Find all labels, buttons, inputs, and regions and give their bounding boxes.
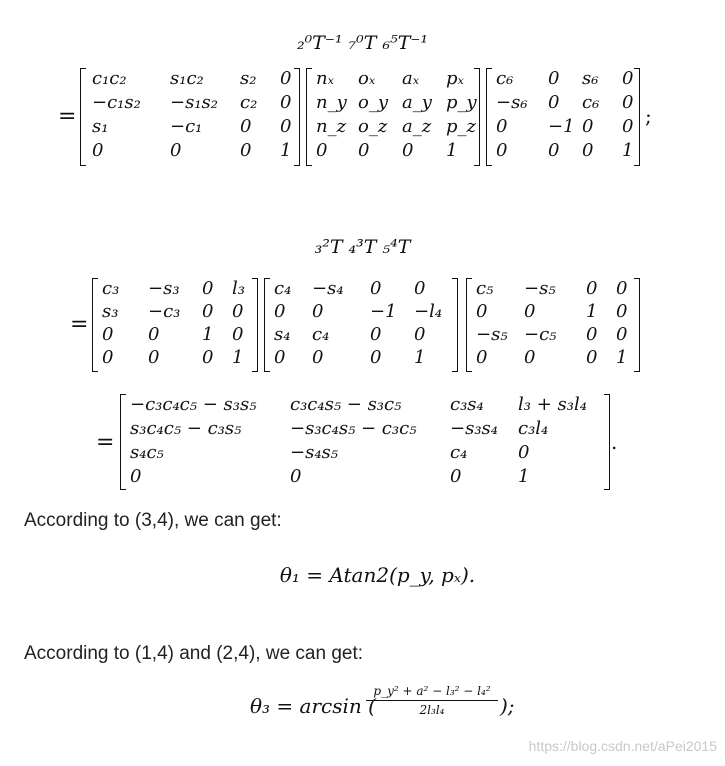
- matrix-cell: 0: [312, 347, 324, 368]
- matrix-cell: 1: [518, 466, 530, 487]
- bracket-left: [466, 278, 472, 372]
- matrix-cell: −s₃: [148, 278, 180, 299]
- matrix-cell: 0: [414, 324, 426, 345]
- block2-header: ₃²T ₄³T ₅⁴T: [314, 236, 411, 258]
- block1-end-punct: ;: [645, 104, 652, 128]
- fraction-bar: [366, 700, 498, 701]
- matrix-cell: c₅: [476, 278, 494, 299]
- matrix-cell: 0: [92, 140, 104, 161]
- matrix-cell: 0: [582, 116, 594, 137]
- equals-sign: =: [70, 312, 89, 337]
- matrix-cell: 0: [370, 324, 382, 345]
- bracket-left: [264, 278, 270, 372]
- matrix-cell: c₄: [274, 278, 292, 299]
- matrix-cell: 0: [274, 347, 286, 368]
- matrix-cell: s₁c₂: [170, 68, 204, 89]
- block1-matrix-c: [486, 68, 640, 168]
- matrix-cell: n_y: [316, 92, 347, 113]
- matrix-cell: 1: [202, 324, 214, 345]
- matrix-cell: −s₅: [524, 278, 556, 299]
- matrix-cell: 0: [202, 301, 214, 322]
- matrix-cell: −c₁: [170, 116, 203, 137]
- matrix-cell: 0: [130, 466, 142, 487]
- fraction-numerator: p_y² + a² − l₃² − l₄²: [373, 684, 491, 698]
- matrix-cell: o_z: [358, 116, 388, 137]
- matrix-cell: 0: [496, 140, 508, 161]
- matrix-cell: 0: [476, 347, 488, 368]
- matrix-cell: a_z: [402, 116, 432, 137]
- matrix-cell: c₆: [582, 92, 600, 113]
- matrix-cell: s₄c₅: [130, 442, 164, 463]
- matrix-cell: c₄: [312, 324, 330, 345]
- matrix-cell: a_y: [402, 92, 432, 113]
- theta3-lhs: θ₃ = arcsin (: [250, 694, 376, 718]
- matrix-cell: −c₅: [524, 324, 557, 345]
- matrix-cell: aₓ: [402, 68, 420, 89]
- matrix-cell: 0: [496, 116, 508, 137]
- matrix-cell: 0: [240, 140, 252, 161]
- matrix-cell: 0: [586, 324, 598, 345]
- matrix-cell: 0: [524, 301, 536, 322]
- equation-theta1: θ₁ = Atan2(p_y, pₓ).: [279, 563, 476, 587]
- bracket-left: [486, 68, 492, 166]
- matrix-cell: c₃s₄: [450, 394, 484, 415]
- watermark: https://blog.csdn.net/aPei2015: [528, 738, 717, 754]
- matrix-cell: nₓ: [316, 68, 334, 89]
- matrix-cell: 0: [616, 278, 628, 299]
- matrix-cell: 0: [274, 301, 286, 322]
- matrix-cell: 0: [280, 68, 292, 89]
- matrix-cell: c₁c₂: [92, 68, 127, 89]
- matrix-cell: 0: [548, 92, 560, 113]
- matrix-cell: n_z: [316, 116, 347, 137]
- block2-matrix-a: [92, 278, 258, 374]
- theta3-fraction: [366, 684, 498, 717]
- matrix-cell: 0: [450, 466, 462, 487]
- matrix-cell: 1: [622, 140, 634, 161]
- equation-theta3: [250, 684, 540, 730]
- block1-header: ₂⁰T⁻¹ ₇⁰T ₆⁵T⁻¹: [296, 32, 429, 54]
- matrix-cell: 0: [476, 301, 488, 322]
- matrix-cell: −1: [370, 301, 397, 322]
- matrix-cell: pₓ: [446, 68, 464, 89]
- matrix-cell: −c₃: [148, 301, 181, 322]
- matrix-cell: 0: [102, 347, 114, 368]
- matrix-cell: 0: [148, 324, 160, 345]
- block2-matrix-b: [264, 278, 458, 374]
- matrix-cell: c₂: [240, 92, 258, 113]
- matrix-cell: 1: [446, 140, 458, 161]
- matrix-cell: l₃ + s₃l₄: [518, 394, 587, 415]
- fraction-denominator: 2l₃l₄: [419, 703, 445, 717]
- matrix-cell: −s₁s₂: [170, 92, 218, 113]
- bracket-right: [634, 278, 640, 372]
- block2-matrix-c: [466, 278, 640, 374]
- matrix-cell: −1: [548, 116, 575, 137]
- bracket-left: [80, 68, 86, 166]
- matrix-cell: 0: [148, 347, 160, 368]
- matrix-cell: s₄: [274, 324, 291, 345]
- matrix-cell: 1: [414, 347, 426, 368]
- matrix-cell: −c₁s₂: [92, 92, 141, 113]
- theta3-end: );: [500, 694, 515, 718]
- matrix-cell: 0: [370, 278, 382, 299]
- matrix-cell: 0: [170, 140, 182, 161]
- matrix-cell: 0: [582, 140, 594, 161]
- matrix-cell: 0: [202, 278, 214, 299]
- matrix-cell: 0: [518, 442, 530, 463]
- matrix-cell: 0: [232, 324, 244, 345]
- matrix-cell: oₓ: [358, 68, 376, 89]
- matrix-cell: −s₄: [312, 278, 344, 299]
- bracket-left: [92, 278, 98, 372]
- matrix-cell: 0: [312, 301, 324, 322]
- block2-result-matrix: [120, 394, 610, 490]
- bracket-right: [294, 68, 300, 166]
- matrix-cell: 0: [622, 68, 634, 89]
- bracket-left: [306, 68, 312, 166]
- matrix-cell: p_y: [446, 92, 477, 113]
- matrix-cell: −s₃c₄s₅ − c₃c₅: [290, 418, 417, 439]
- matrix-cell: 0: [402, 140, 414, 161]
- matrix-cell: 0: [280, 92, 292, 113]
- matrix-cell: 0: [524, 347, 536, 368]
- matrix-cell: 0: [616, 301, 628, 322]
- equals-sign: =: [96, 430, 115, 455]
- equals-sign: =: [58, 104, 77, 129]
- matrix-cell: 1: [586, 301, 598, 322]
- matrix-cell: 0: [370, 347, 382, 368]
- bracket-right: [604, 394, 610, 490]
- matrix-cell: 0: [102, 324, 114, 345]
- matrix-cell: 0: [290, 466, 302, 487]
- matrix-cell: 0: [358, 140, 370, 161]
- matrix-cell: 0: [548, 68, 560, 89]
- matrix-cell: −s₆: [496, 92, 528, 113]
- paragraph-text-1: According to (3,4), we can get:: [24, 510, 282, 531]
- bracket-right: [634, 68, 640, 166]
- matrix-cell: 0: [586, 278, 598, 299]
- block1-matrix-b: [306, 68, 480, 168]
- matrix-cell: c₆: [496, 68, 514, 89]
- matrix-cell: −l₄: [414, 301, 443, 322]
- matrix-cell: s₃c₄c₅ − c₃s₅: [130, 418, 242, 439]
- matrix-cell: 0: [548, 140, 560, 161]
- matrix-cell: s₆: [582, 68, 599, 89]
- paragraph-text-2: According to (1,4) and (2,4), we can get:: [24, 643, 364, 664]
- matrix-cell: s₃: [102, 301, 119, 322]
- matrix-cell: 0: [414, 278, 426, 299]
- matrix-cell: 0: [622, 92, 634, 113]
- matrix-cell: 0: [232, 301, 244, 322]
- matrix-cell: 0: [586, 347, 598, 368]
- block2-end-punct: .: [611, 430, 618, 454]
- matrix-cell: 0: [622, 116, 634, 137]
- bracket-right: [252, 278, 258, 372]
- matrix-cell: 0: [240, 116, 252, 137]
- matrix-cell: 0: [316, 140, 328, 161]
- matrix-cell: 1: [616, 347, 628, 368]
- matrix-cell: 0: [280, 116, 292, 137]
- bracket-left: [120, 394, 126, 490]
- matrix-cell: c₃: [102, 278, 120, 299]
- matrix-cell: 1: [280, 140, 292, 161]
- matrix-cell: l₃: [232, 278, 245, 299]
- matrix-cell: 0: [616, 324, 628, 345]
- matrix-cell: −s₃s₄: [450, 418, 498, 439]
- bracket-right: [452, 278, 458, 372]
- matrix-cell: c₃l₄: [518, 418, 549, 439]
- matrix-cell: c₄: [450, 442, 468, 463]
- matrix-cell: 1: [232, 347, 244, 368]
- matrix-cell: s₂: [240, 68, 257, 89]
- matrix-cell: c₃c₄s₅ − s₃c₅: [290, 394, 402, 415]
- matrix-cell: 0: [202, 347, 214, 368]
- matrix-cell: −s₅: [476, 324, 508, 345]
- matrix-cell: −c₃c₄c₅ − s₃s₅: [130, 394, 257, 415]
- matrix-cell: −s₄s₅: [290, 442, 338, 463]
- matrix-cell: s₁: [92, 116, 109, 137]
- block1-matrix-a: [80, 68, 300, 168]
- matrix-cell: p_z: [446, 116, 477, 137]
- matrix-cell: o_y: [358, 92, 389, 113]
